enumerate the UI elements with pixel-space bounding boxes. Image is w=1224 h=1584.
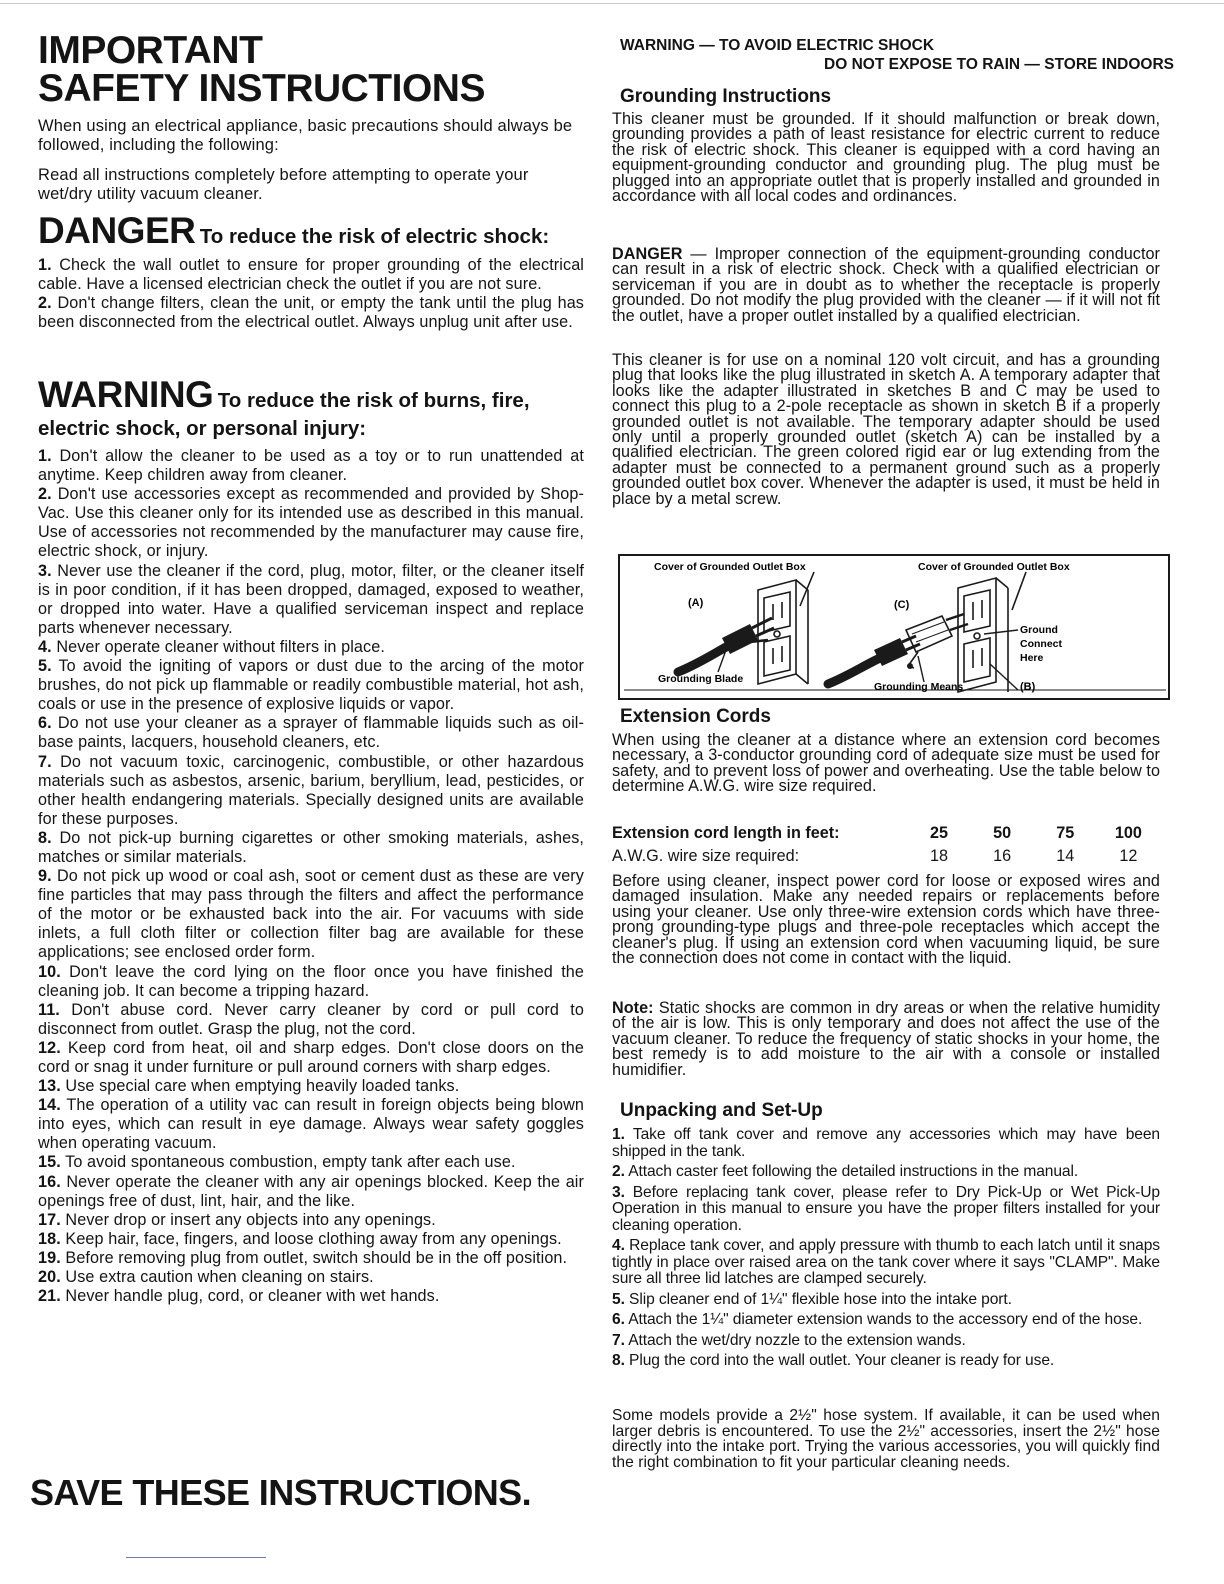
- list-item-text: Never operate the cleaner with any air openings blocked. Keep the air openings free of dust, lint, hair, and the like.: [38, 1172, 584, 1210]
- list-item: [38, 1211, 584, 1230]
- list-item-text: To avoid spontaneous combustion, empty tank after each use.: [65, 1153, 516, 1172]
- list-item-number: 11.: [38, 1000, 60, 1019]
- grounding-paragraph-1: This cleaner must be grounded. If it should malfunction or break down, grounding provides a path of least resistance for electric current to reduce the risk of electric shock. This cleaner is equipped with a cord having an equipment-grounding conductor and grounding plug. The plug must be plugged into an appropriate outlet that is properly installed and grounded in accordance with all local codes and ordinances.: [612, 110, 1160, 206]
- list-item: [38, 1173, 584, 1211]
- table-row: [612, 822, 1160, 845]
- list-item-number: 5.: [612, 1290, 625, 1308]
- list-item-number: 20.: [38, 1268, 61, 1287]
- list-item-text: Do not pick up wood or coal ash, soot or cement dust as these are very fine particles that may pass through the filters and affect the performance of the motor or be exhausted back into the air. For vacuums with side inlets, a full cloth filter or collection filter bag are available for these applications; see enclosed order form.: [38, 867, 584, 962]
- ground-label-1: Ground: [1020, 624, 1058, 636]
- title-line-2: SAFETY INSTRUCTIONS: [38, 67, 485, 110]
- static-note: [612, 1001, 1160, 1078]
- list-item-number: 1.: [38, 447, 52, 465]
- list-item-number: 8.: [38, 828, 52, 847]
- danger-subtitle: To reduce the risk of electric shock:: [199, 225, 550, 248]
- list-item: [38, 657, 584, 714]
- list-item: [38, 1153, 584, 1172]
- top-warning: [620, 36, 1174, 74]
- list-item-number: 3.: [612, 1183, 625, 1201]
- sketch-c-label: (C): [894, 599, 910, 611]
- list-item-text: The operation of a utility vac can result in foreign objects being blown into eyes, which can result in eye damage. Always wear safety goggles when operating vacuum.: [38, 1096, 585, 1153]
- table-row-label: A.W.G. wire size required:: [612, 847, 800, 865]
- list-item-text: Don't change filters, clean the unit, or empty the tank until the plug has been disconnected from the electrical outlet. Always unplug unit after use.: [38, 294, 584, 332]
- list-item: [612, 1185, 1160, 1235]
- list-item-text: Check the wall outlet to ensure for proper grounding of the electrical cable. Have a licensed electrician check the outlet if you are not sure.: [38, 256, 584, 294]
- list-item: [38, 1096, 584, 1153]
- list-item: [612, 1353, 1160, 1370]
- ground-label-2: Connect: [1020, 638, 1062, 650]
- list-item-number: 7.: [38, 752, 52, 771]
- extension-cords-heading: Extension Cords: [620, 706, 771, 727]
- list-item-number: 1.: [38, 256, 52, 274]
- extension-cord-table: [612, 822, 1160, 868]
- sketch-b-label: (B): [1020, 681, 1036, 693]
- list-item-text: Never drop or insert any objects into any openings.: [65, 1210, 436, 1229]
- list-item: [38, 963, 584, 1001]
- top-warning-line-2: DO NOT EXPOSE TO RAIN — STORE INDOORS: [824, 56, 1174, 73]
- warning-list: [38, 447, 584, 1306]
- list-item-number: 3.: [38, 561, 52, 580]
- list-item-text: Never operate cleaner without filters in place.: [56, 637, 385, 656]
- grounding-paragraph-2-text: — Improper connection of the equipment-grounding conductor can result in a risk of electric shock. Check with a qualified electrician or serviceman if you are in doubt as to whether the receptacle is properly grounded. Do not modify the plug provided with the cleaner — if it will not fit the outlet, have a proper outlet installed by a qualified electrician.: [612, 245, 1160, 325]
- cover-label-b: Cover of Grounded Outlet Box: [918, 561, 1070, 573]
- ground-label-3: Here: [1020, 652, 1044, 664]
- note-label: Note:: [612, 999, 654, 1017]
- table-row: [612, 845, 1160, 868]
- table-cell: 75: [1056, 824, 1075, 842]
- list-item-text: Don't use accessories except as recommended and provided by Shop-Vac. Use this cleaner only for its intended use as described in this manual. Use of accessories not recommended by the manufacturer may cause fire, electric shock, or injury.: [38, 485, 584, 561]
- unpacking-closing-paragraph: Some models provide a 2½" hose system. If available, it can be used when larger debris is encountered. To use the 2½" accessories, insert the 2½" hose directly into the intake port. Trying the various accessories, you will quickly find the right combination to fit your particular cleaning needs.: [612, 1407, 1160, 1471]
- list-item: [38, 829, 584, 867]
- warning-word: WARNING: [38, 374, 214, 415]
- list-item-text: Do not use your cleaner as a sprayer of flammable liquids such as oil-base paints, lacquers, household cleaners, etc.: [38, 714, 584, 752]
- grounding-diagram: [618, 554, 1170, 700]
- table-cell: 100: [1114, 824, 1142, 842]
- list-item-number: 8.: [612, 1352, 625, 1369]
- top-warning-line-1: WARNING — TO AVOID ELECTRIC SHOCK: [620, 37, 935, 54]
- table-cell: 16: [993, 847, 1012, 865]
- warning-heading: [38, 374, 584, 444]
- list-item: [38, 562, 584, 638]
- list-item-text: To avoid the igniting of vapors or dust due to the arcing of the motor brushes, do not pick up flammable or readily combustible material, hot ash, coals or use in the presence of explosive liquids or vapor.: [38, 657, 584, 714]
- list-item-number: 7.: [612, 1331, 625, 1349]
- list-item: [38, 294, 584, 332]
- intro-paragraph-2: Read all instructions completely before attempting to operate your wet/dry utility vacuum cleaner.: [38, 166, 529, 203]
- list-item-number: 4.: [612, 1237, 625, 1254]
- list-item-number: 6.: [38, 714, 52, 733]
- list-item: [38, 867, 584, 962]
- list-item-number: 4.: [38, 637, 52, 656]
- page-title: [38, 29, 485, 110]
- list-item: [38, 638, 584, 657]
- list-item-number: 12.: [38, 1038, 61, 1057]
- grounding-means-label: Grounding Means: [874, 681, 964, 693]
- warning-subtitle: To reduce the risk of burns, fire,: [217, 389, 530, 412]
- list-item-text: Attach caster feet following the detailed instructions in the manual.: [628, 1163, 1079, 1180]
- table-cell: 18: [929, 847, 948, 865]
- save-instructions-heading: SAVE THESE INSTRUCTIONS.: [30, 1472, 531, 1513]
- list-item: [38, 1268, 584, 1287]
- list-item: [38, 485, 584, 561]
- list-item-number: 2.: [38, 294, 52, 313]
- unpacking-heading: Unpacking and Set-Up: [620, 1100, 823, 1121]
- list-item-text: Attach the wet/dry nozzle to the extension wands.: [628, 1331, 966, 1349]
- danger-list: [38, 256, 584, 332]
- list-item-number: 9.: [38, 867, 52, 886]
- list-item-number: 6.: [612, 1311, 625, 1328]
- list-item-text: Use extra caution when cleaning on stairs.: [65, 1268, 374, 1287]
- list-item: [612, 1333, 1160, 1350]
- list-item-number: 16.: [38, 1172, 61, 1191]
- grounding-heading: Grounding Instructions: [620, 86, 832, 107]
- list-item-text: Slip cleaner end of 1¼" flexible hose into the intake port.: [629, 1290, 1012, 1308]
- list-item-number: 18.: [38, 1229, 61, 1248]
- list-item: [38, 1001, 584, 1039]
- list-item-text: Do not pick-up burning cigarettes or other smoking materials, ashes, matches or similar materials.: [38, 828, 584, 866]
- list-item-number: 1.: [612, 1126, 625, 1143]
- list-item: [38, 1039, 584, 1077]
- list-item-number: 5.: [38, 657, 52, 676]
- danger-word: DANGER: [38, 210, 196, 251]
- list-item: [612, 1127, 1160, 1160]
- table-cell: 50: [993, 824, 1012, 842]
- warning-subtitle-line-2: electric shock, or personal injury:: [38, 417, 367, 440]
- list-item: [38, 1287, 584, 1306]
- list-item: [38, 447, 584, 485]
- grounding-blade-label: Grounding Blade: [658, 673, 744, 685]
- list-item-text: Never use the cleaner if the cord, plug, motor, filter, or the cleaner itself is in poor condition, if it has been dropped, damaged, exposed to weather, or dropped into water. Have a qualified serviceman inspect and replace parts whenever necessary.: [38, 561, 584, 637]
- list-item-number: 19.: [38, 1248, 61, 1267]
- list-item-text: Use special care when emptying heavily loaded tanks.: [65, 1077, 460, 1096]
- list-item-text: Keep cord from heat, oil and sharp edges. Don't close doors on the cord or snag it under furniture or pull around corners with sharp edges.: [38, 1038, 584, 1076]
- intro-paragraph-1: When using an electrical appliance, basic precautions should always be followed, including the following:: [38, 117, 573, 154]
- list-item: [612, 1238, 1160, 1288]
- table-cell: 25: [929, 824, 948, 842]
- grounding-paragraph-2: [612, 247, 1160, 324]
- danger-label: DANGER: [612, 245, 683, 263]
- extension-paragraph-1: When using the cleaner at a distance where an extension cord becomes necessary, a 3-conductor grounding cord of adequate size must be used for safety, and to prevent loss of power and overheating. Use the table below to determine A.W.G. wire size required.: [612, 731, 1160, 796]
- list-item-number: 17.: [38, 1210, 61, 1229]
- list-item-number: 10.: [38, 962, 61, 981]
- list-item-number: 21.: [38, 1287, 61, 1306]
- list-item-text: Replace tank cover, and apply pressure with thumb to each latch until it snaps tightly in place over raised area on the tank cover where it says "CLAMP". Make sure all three lid latches are clamped securely.: [612, 1237, 1160, 1287]
- list-item-text: Don't leave the cord lying on the floor once you have finished the cleaning job. It can become a tripping hazard.: [38, 962, 584, 1000]
- list-item: [38, 1249, 584, 1268]
- table-cell: 14: [1056, 847, 1075, 865]
- unpacking-list: [612, 1127, 1160, 1374]
- list-item: [38, 753, 584, 829]
- list-item: [612, 1312, 1160, 1329]
- static-note-text: Static shocks are common in dry areas or when the relative humidity of the air is low. This is only temporary and does not affect the use of the vacuum cleaner. To reduce the frequency of static shocks in your home, the best remedy is to add moisture to the air with a console or installed humidifier.: [612, 999, 1160, 1079]
- list-item-text: Do not vacuum toxic, carcinogenic, combustible, or other hazardous materials such as asbestos, arsenic, barium, beryllium, lead, pesticides, or other health endangering materials. Specially designed units are available for these purposes.: [38, 752, 584, 828]
- list-item-number: 14.: [38, 1096, 61, 1115]
- list-item-text: Attach the 1¼" diameter extension wands to the accessory end of the hose.: [628, 1311, 1143, 1328]
- list-item-text: Before removing plug from outlet, switch should be in the off position.: [65, 1248, 568, 1267]
- list-item-text: Before replacing tank cover, please refer to Dry Pick-Up or Wet Pick-Up Operation in this manual to ensure you have the proper filters installed for your cleaning operation.: [612, 1183, 1161, 1234]
- danger-heading: [38, 210, 584, 252]
- sketch-a-label: (A): [688, 597, 704, 609]
- list-item: [612, 1164, 1160, 1181]
- list-item-number: 13.: [38, 1077, 61, 1096]
- list-item: [38, 1077, 584, 1096]
- list-item: [38, 256, 584, 294]
- title-line-1: IMPORTANT: [38, 29, 263, 72]
- table-cell: 12: [1119, 847, 1138, 865]
- grounding-paragraph-3: This cleaner is for use on a nominal 120 volt circuit, and has a grounding plug that looks like the plug illustrated in sketch A. A temporary adapter that looks like the adapter illustrated in sketches B and C may be used to connect this plug to a 2-pole receptacle as shown in sketch B if a properly grounded outlet is not available. The temporary adapter should be used only until a properly grounded outlet (sketch A) can be installed by a qualified electrician. The green colored rigid ear or lug extending from the adapter must be connected to a permanent ground such as a properly grounded outlet box cover. Whenever the adapter is used, it must be held in place by a metal screw.: [612, 351, 1160, 508]
- list-item-number: 2.: [38, 485, 52, 504]
- list-item-text: Take off tank cover and remove any accessories which may have been shipped in the tank.: [612, 1126, 1160, 1160]
- list-item-number: 15.: [38, 1153, 61, 1172]
- top-edge-rule: [0, 3, 1224, 4]
- list-item-text: Keep hair, face, fingers, and loose clothing away from any openings.: [65, 1229, 562, 1248]
- list-item: [38, 714, 584, 752]
- list-item-text: Never handle plug, cord, or cleaner with wet hands.: [65, 1287, 440, 1306]
- table-row-label: Extension cord length in feet:: [612, 824, 840, 842]
- cover-label-a: Cover of Grounded Outlet Box: [654, 561, 806, 573]
- list-item-text: Plug the cord into the wall outlet. Your cleaner is ready for use.: [629, 1352, 1055, 1369]
- extension-paragraph-2: Before using cleaner, inspect power cord for loose or exposed wires and damaged insulation. Make any needed repairs or replacements before using your cleaner. Use only three-wire extension cords which have three-prong grounding-type plugs and three-pole receptacles which accept the cleaner's plug. If using an extension cord when vacuuming liquid, be sure the connection does not come in contact with the liquid.: [612, 872, 1160, 968]
- list-item: [612, 1292, 1160, 1309]
- list-item: [38, 1230, 584, 1249]
- list-item-text: Don't abuse cord. Never carry cleaner by cord or pull cord to disconnect from outlet. Grasp the plug, not the cord.: [38, 1000, 584, 1038]
- list-item-number: 2.: [612, 1163, 625, 1180]
- bottom-rule: [126, 1557, 266, 1558]
- list-item-text: Don't allow the cleaner to be used as a toy or to run unattended at anytime. Keep children away from cleaner.: [38, 447, 584, 485]
